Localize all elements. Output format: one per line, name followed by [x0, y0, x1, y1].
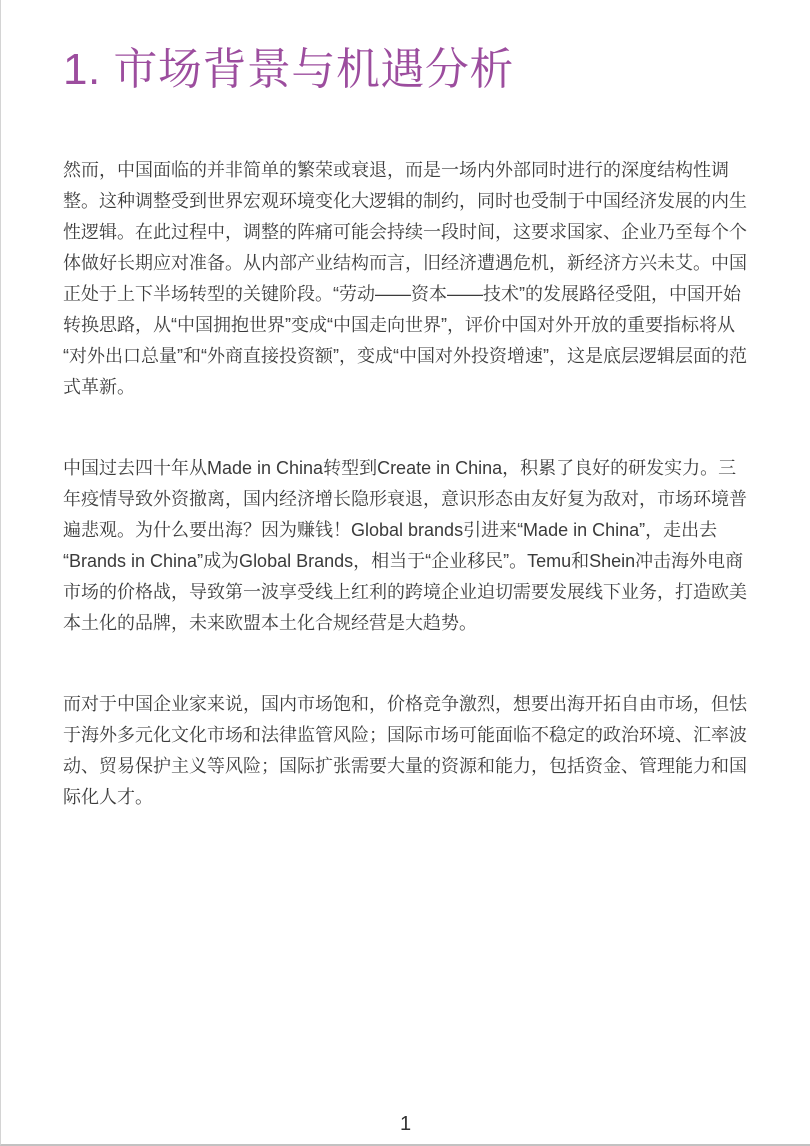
document-body [63, 155, 748, 813]
section-heading: 1. 市场背景与机遇分析 [63, 45, 514, 94]
paragraph-entrepreneur-risks: 而对于中国企业家来说，国内市场饱和，价格竞争激烈，想要出海开拓自由市场，但怯于海外多元化文化市场和法律监管风险；国际市场可能面临不稳定的政治环境、汇率波动、贸易保护主义等风险；国际扩张需要大量的资源和能力，包括资金、管理能力和国际化人才。 [63, 694, 747, 807]
page-number: 1 [399, 1113, 412, 1135]
paragraph-structural-adjustment: 然而，中国面临的并非简单的繁荣或衰退，而是一场内外部同时进行的深度结构性调整。这种调整受到世界宏观环境变化大逻辑的制约，同时也受制于中国经济发展的内生性逻辑。在此过程中，调整的阵痛可能会持续一段时间，这要求国家、企业乃至每个个体做好长期应对准备。从内部产业结构而言，旧经济遭遇危机，新经济方兴未艾。中国正处于上下半场转型的关键阶段。“劳动——资本——技术”的发展路径受阻，中国开始转换思路，从“中国拥抱世界”变成“中国走向世界”，评价中国对外开放的重要指标将从“对外出口总量”和“外商直接投资额”，变成“中国对外投资增速”，这是底层逻辑层面的范式革新。 [63, 160, 747, 397]
paragraph-made-in-china: 中国过去四十年从Made in China转型到Create in China，积累了良好的研发实力。三年疫情导致外资撤离，国内经济增长隐形衰退，意识形态由友好复为敌对，市场环境普遍悲观。为什么要出海？因为赚钱！Global brands引进来“Made in China”，走出去“Brands in China”成为Global Brands，相当于“企业移民”。Temu和Shein冲击海外电商市场的价格战，导致第一波享受线上红利的跨境企业迫切需要发展线下业务，打造欧美本土化的品牌，未来欧盟本土化合规经营是大趋势。 [63, 458, 747, 633]
